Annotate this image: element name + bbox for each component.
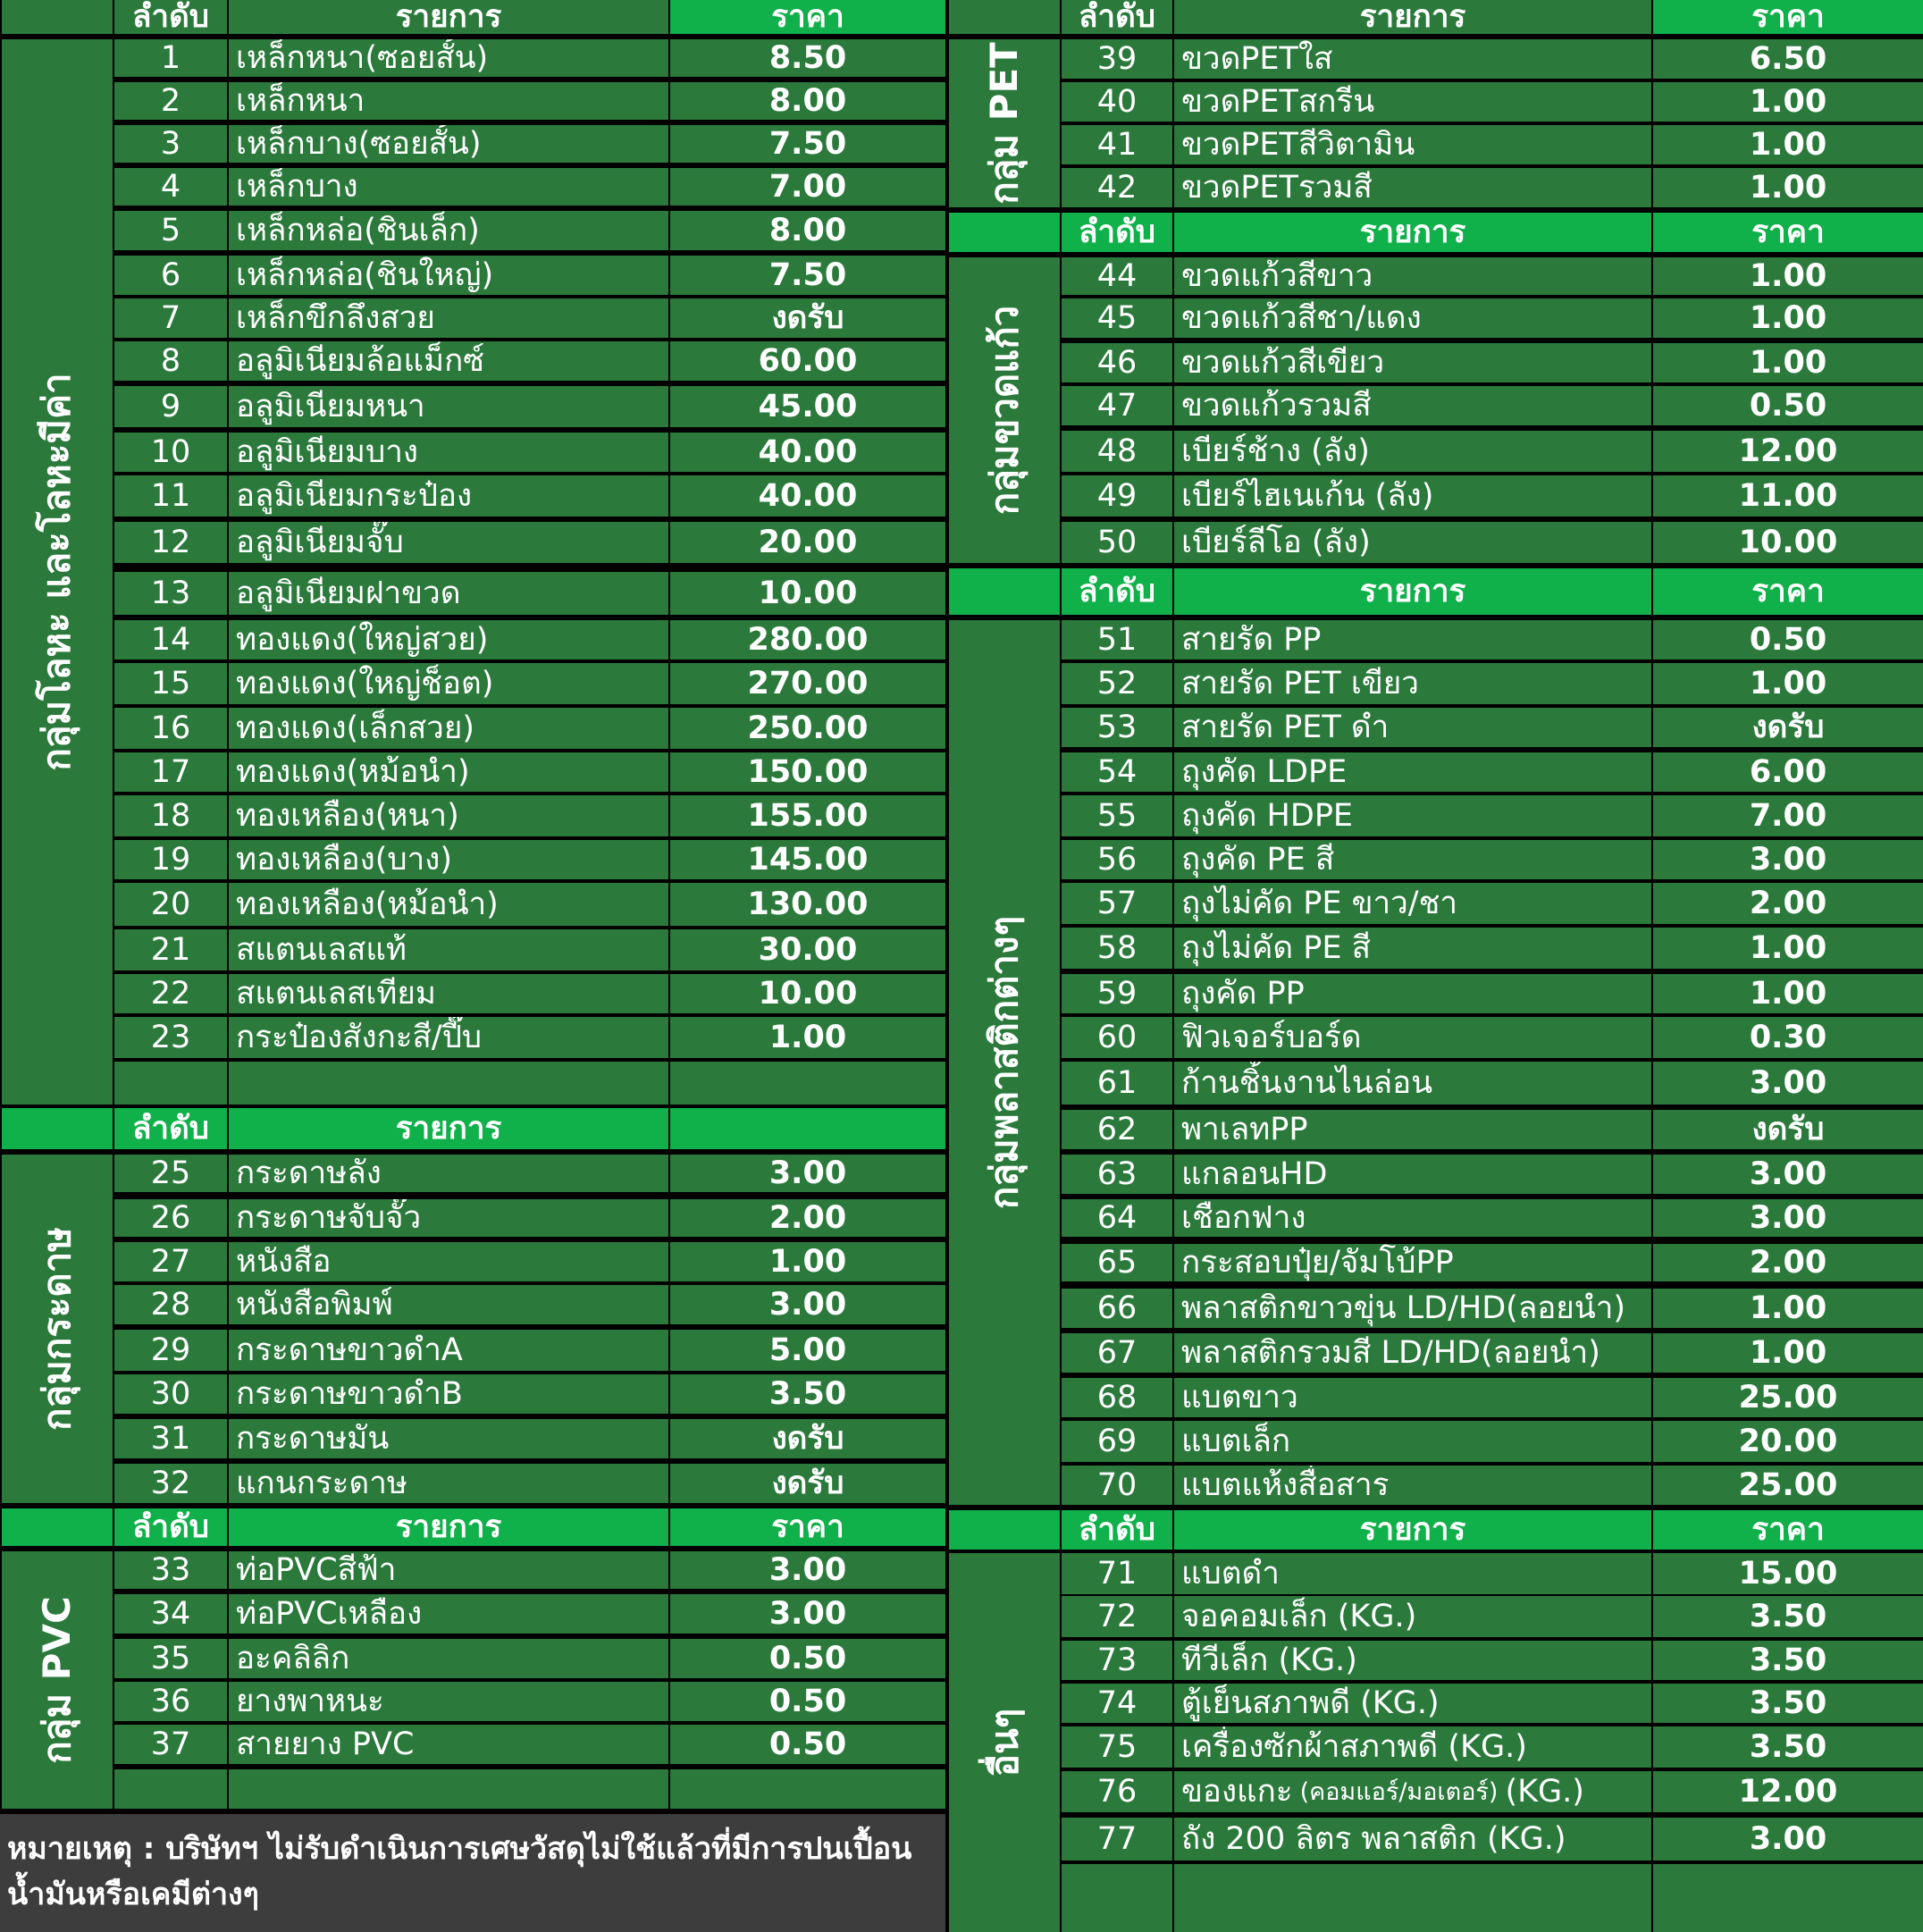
row-price: 11.00 <box>1653 475 1923 517</box>
row-item: กระดาษขาวดำA <box>229 1330 668 1371</box>
header-item: รายการ <box>1174 568 1651 615</box>
row-item: เหล็กหนา <box>229 82 668 120</box>
row-number: 37 <box>114 1725 227 1764</box>
row-number: 62 <box>1062 1110 1172 1149</box>
row-item: สายรัด PET เขียว <box>1174 663 1651 704</box>
row-item: อลูมิเนียมกระป๋อง <box>229 475 668 517</box>
row-item: เครื่องซักผ้าสภาพดี (KG.) <box>1174 1726 1651 1768</box>
row-price: 3.00 <box>1653 1199 1923 1237</box>
row-item: เหล็กขึกลึงสวย <box>229 298 668 338</box>
row-price: 3.00 <box>670 1155 945 1192</box>
row-number: 2 <box>114 82 227 120</box>
row-price: 3.00 <box>1653 1062 1923 1105</box>
row-item: พาเลทPP <box>1174 1110 1651 1149</box>
row-item: กระดาษลัง <box>229 1155 668 1192</box>
row-number: 26 <box>114 1199 227 1237</box>
row-number: 15 <box>114 663 227 704</box>
group-paper-label: กลุ่มกระดาษ <box>35 1227 80 1431</box>
row-number: 63 <box>1062 1155 1172 1194</box>
row-price: 10.00 <box>1653 522 1923 563</box>
row-item: ถุงไม่คัด PE สี <box>1174 928 1651 969</box>
row-price: 6.00 <box>1653 752 1923 792</box>
row-item: กระดาษจับจั๊ว <box>229 1199 668 1237</box>
row-price: งดรับ <box>1653 1110 1923 1149</box>
row-price: 1.00 <box>1653 82 1923 122</box>
row-number: 60 <box>1062 1017 1172 1058</box>
row-number: 16 <box>114 708 227 749</box>
row-item: หนังสือพิมพ์ <box>229 1285 668 1324</box>
row-number: 6 <box>114 256 227 295</box>
row-item: ทองเหลือง(หม้อนำ) <box>229 883 668 926</box>
row-price: 2.00 <box>1653 883 1923 924</box>
row-price: งดรับ <box>670 1464 945 1503</box>
header-item: รายการ <box>229 0 668 34</box>
row-number: 10 <box>114 433 227 472</box>
row-price: 145.00 <box>670 840 945 879</box>
row-price: 10.00 <box>670 974 945 1013</box>
row-item: สายรัด PET ดำ <box>1174 708 1651 747</box>
row-number: 71 <box>1062 1553 1172 1594</box>
row-item: ถุงคัด LDPE <box>1174 752 1651 792</box>
row-number: 69 <box>1062 1421 1172 1462</box>
row-item: ขวดแก้วรวมสี <box>1174 386 1651 425</box>
row-item: ตู้เย็นสภาพดี (KG.) <box>1174 1684 1651 1723</box>
row-number: 5 <box>114 211 227 250</box>
row-price: 250.00 <box>670 708 945 749</box>
row-item: ท่อPVCสีฟ้า <box>229 1551 668 1589</box>
row-price: 280.00 <box>670 620 945 659</box>
row-number: 66 <box>1062 1289 1172 1328</box>
row-number: 1 <box>114 39 227 77</box>
header-item: รายการ <box>229 1108 668 1149</box>
row-number: 29 <box>114 1330 227 1371</box>
row-number: 41 <box>1062 125 1172 164</box>
header-order: ลำดับ <box>1062 1510 1172 1550</box>
group-metal-label: กลุ่มโลหะ และโลหะมีค่า <box>35 373 80 771</box>
row-item: ทองแดง(เล็กสวย) <box>229 708 668 749</box>
row-number: 49 <box>1062 475 1172 517</box>
row-price: 1.00 <box>1653 168 1923 207</box>
row-item: กระดาษขาวดำB <box>229 1374 668 1414</box>
row-number: 30 <box>114 1374 227 1414</box>
header-item: รายการ <box>1174 213 1651 252</box>
footer-note: หมายเหตุ : บริษัทฯ ไม่รับดำเนินการเศษวัสดุไม่ใช้แล้วที่มีการปนเปื้อนน้ำมันหรือเคมีต่างๆ <box>0 1814 945 1932</box>
row-number: 44 <box>1062 257 1172 295</box>
row-number: 67 <box>1062 1333 1172 1373</box>
header-price: ราคา <box>1653 0 1923 34</box>
header-order: ลำดับ <box>114 1508 227 1546</box>
row-item: สายยาง PVC <box>229 1725 668 1764</box>
row-price: 2.00 <box>1653 1244 1923 1281</box>
row-price: 45.00 <box>670 386 945 427</box>
row-item: อลูมิเนียมฝาขวด <box>229 572 668 615</box>
header-price: ราคา <box>1653 1510 1923 1550</box>
row-item <box>229 1062 668 1105</box>
header-blank-cell <box>949 0 1060 34</box>
row-item: อลูมิเนียมบาง <box>229 433 668 472</box>
row-item: ถัง 200 ลิตร พลาสติก (KG.) <box>1174 1818 1651 1861</box>
row-price: 8.50 <box>670 39 945 77</box>
header-price <box>670 1108 945 1149</box>
row-item: ขวดPETใส <box>1174 39 1651 79</box>
row-price <box>1653 1864 1923 1932</box>
row-item: ยางพาหนะ <box>229 1682 668 1721</box>
row-price: 270.00 <box>670 663 945 704</box>
row-item: เหล็กหนา(ซอยสั้น) <box>229 39 668 77</box>
row-number: 73 <box>1062 1641 1172 1680</box>
row-number: 51 <box>1062 620 1172 659</box>
row-price: 1.00 <box>1653 343 1923 382</box>
row-price: 3.50 <box>1653 1684 1923 1723</box>
row-number: 32 <box>114 1464 227 1503</box>
row-item: เหล็กหล่อ(ชินเล็ก) <box>229 211 668 250</box>
row-number: 48 <box>1062 431 1172 472</box>
header-item: รายการ <box>1174 0 1651 34</box>
row-price: 0.50 <box>670 1682 945 1721</box>
row-price: 20.00 <box>670 522 945 563</box>
row-price <box>670 1062 945 1105</box>
row-price: 150.00 <box>670 752 945 792</box>
row-item: ทองแดง(ใหญ่สวย) <box>229 620 668 659</box>
row-price: 1.00 <box>1653 125 1923 164</box>
group-metal <box>2 39 113 1105</box>
row-number: 31 <box>114 1419 227 1458</box>
row-item: แบตขาว <box>1174 1378 1651 1417</box>
row-number: 25 <box>114 1155 227 1192</box>
row-item: ก้านชิ้นงานไนล่อน <box>1174 1062 1651 1105</box>
row-item: แกนกระดาษ <box>229 1464 668 1503</box>
header-item: รายการ <box>1174 1510 1651 1550</box>
row-number: 58 <box>1062 928 1172 969</box>
row-price: 0.50 <box>670 1639 945 1678</box>
row-item: ขวดPETสีวิตามิน <box>1174 125 1651 164</box>
row-price: 155.00 <box>670 795 945 836</box>
row-item: ขวดแก้วสีชา/แดง <box>1174 298 1651 338</box>
row-price: 5.00 <box>670 1330 945 1371</box>
row-number: 68 <box>1062 1378 1172 1417</box>
row-number: 72 <box>1062 1596 1172 1637</box>
group-glass <box>949 257 1060 563</box>
row-price: 8.00 <box>670 82 945 120</box>
row-price: 3.00 <box>670 1594 945 1634</box>
row-number: 57 <box>1062 883 1172 924</box>
row-item: หนังสือ <box>229 1242 668 1281</box>
row-number: 64 <box>1062 1199 1172 1237</box>
row-price: 3.00 <box>1653 1155 1923 1194</box>
row-item: อะคลิลิก <box>229 1639 668 1678</box>
row-price: 15.00 <box>1653 1553 1923 1594</box>
row-number: 70 <box>1062 1466 1172 1505</box>
row-item: พลาสติกขาวขุ่น LD/HD(ลอยนำ) <box>1174 1289 1651 1328</box>
row-item: เบียร์ไฮเนเก้น (ลัง) <box>1174 475 1651 517</box>
row-number: 53 <box>1062 708 1172 747</box>
row-number: 74 <box>1062 1684 1172 1723</box>
row-price: 40.00 <box>670 475 945 517</box>
row-item: เหล็กบาง <box>229 168 668 206</box>
row-number: 39 <box>1062 39 1172 79</box>
header-blank-cell <box>949 1510 1060 1550</box>
row-number: 7 <box>114 298 227 338</box>
header-order: ลำดับ <box>114 0 227 34</box>
row-price: 1.00 <box>670 1242 945 1281</box>
row-item: ทีวีเล็ก (KG.) <box>1174 1641 1651 1680</box>
row-price: 25.00 <box>1653 1466 1923 1505</box>
row-price: 30.00 <box>670 929 945 970</box>
header-order: ลำดับ <box>1062 0 1172 34</box>
header-blank-cell <box>949 213 1060 252</box>
row-number <box>114 1062 227 1105</box>
row-price: 1.00 <box>1653 257 1923 295</box>
row-number: 33 <box>114 1551 227 1589</box>
row-price: 10.00 <box>670 572 945 615</box>
row-item: ขวดแก้วสีเขียว <box>1174 343 1651 382</box>
row-number: 12 <box>114 522 227 563</box>
row-number: 45 <box>1062 298 1172 338</box>
row-price: 60.00 <box>670 341 945 381</box>
row-number: 76 <box>1062 1771 1172 1812</box>
row-number <box>114 1769 227 1809</box>
row-number: 9 <box>114 386 227 427</box>
row-item: อลูมิเนียมจั๊บ <box>229 522 668 563</box>
row-item-unit: (KG.) <box>1505 1773 1584 1810</box>
row-price <box>670 1769 945 1809</box>
row-item: ขวดPETสกรีน <box>1174 82 1651 122</box>
row-number: 36 <box>114 1682 227 1721</box>
row-item: ทองเหลือง(บาง) <box>229 840 668 879</box>
row-item: ขวดแก้วสีขาว <box>1174 257 1651 295</box>
row-number: 20 <box>114 883 227 926</box>
row-price: 0.30 <box>1653 1017 1923 1058</box>
row-number: 59 <box>1062 974 1172 1013</box>
group-other-label: อื่นๆ <box>982 1708 1026 1777</box>
row-item: แบตแห้งสื่อสาร <box>1174 1466 1651 1505</box>
group-pvc-label: กลุ่ม PVC <box>35 1596 79 1764</box>
header-blank-cell <box>2 1508 113 1546</box>
row-price: 20.00 <box>1653 1421 1923 1462</box>
row-item: เบียร์ช้าง (ลัง) <box>1174 431 1651 472</box>
row-item <box>1174 1771 1651 1812</box>
row-number: 22 <box>114 974 227 1013</box>
header-price: ราคา <box>670 0 945 34</box>
row-price: 3.50 <box>1653 1726 1923 1768</box>
row-item: เบียร์ลีโอ (ลัง) <box>1174 522 1651 563</box>
row-item: แบตเล็ก <box>1174 1421 1651 1462</box>
row-price: งดรับ <box>670 1419 945 1458</box>
row-item: ท่อPVCเหลือง <box>229 1594 668 1634</box>
row-number: 28 <box>114 1285 227 1324</box>
row-item: อลูมิเนียมหนา <box>229 386 668 427</box>
row-number: 75 <box>1062 1726 1172 1768</box>
header-item: รายการ <box>229 1508 668 1546</box>
row-price: 3.50 <box>1653 1641 1923 1680</box>
row-number: 11 <box>114 475 227 517</box>
row-number: 77 <box>1062 1818 1172 1861</box>
row-number: 56 <box>1062 840 1172 879</box>
row-item <box>1174 1864 1651 1932</box>
row-item: อลูมิเนียมล้อแม็กซ์ <box>229 341 668 381</box>
row-price: 1.00 <box>670 1017 945 1058</box>
row-item-main: ของแกะ <box>1181 1773 1293 1810</box>
row-number: 8 <box>114 341 227 381</box>
row-price: 3.00 <box>1653 840 1923 879</box>
row-price: 1.00 <box>1653 1289 1923 1328</box>
row-item: แกลอนHD <box>1174 1155 1651 1194</box>
row-number: 27 <box>114 1242 227 1281</box>
row-item: ขวดPETรวมสี <box>1174 168 1651 207</box>
row-price: 7.00 <box>670 168 945 206</box>
row-price: 2.00 <box>670 1199 945 1237</box>
row-price: 0.50 <box>1653 620 1923 659</box>
row-item: จอคอมเล็ก (KG.) <box>1174 1596 1651 1637</box>
row-number: 54 <box>1062 752 1172 792</box>
row-number: 40 <box>1062 82 1172 122</box>
row-price: 3.00 <box>670 1551 945 1589</box>
header-order: ลำดับ <box>1062 568 1172 615</box>
row-price: 1.00 <box>1653 298 1923 338</box>
row-number: 34 <box>114 1594 227 1634</box>
row-number: 47 <box>1062 386 1172 425</box>
row-item: สายรัด PP <box>1174 620 1651 659</box>
row-price: 3.00 <box>670 1285 945 1324</box>
row-price: 12.00 <box>1653 431 1923 472</box>
row-item: สแตนเลสเทียม <box>229 974 668 1013</box>
header-price: ราคา <box>1653 568 1923 615</box>
row-price: 0.50 <box>1653 386 1923 425</box>
row-item: เชือกฟาง <box>1174 1199 1651 1237</box>
row-number: 14 <box>114 620 227 659</box>
row-price: 7.50 <box>670 125 945 163</box>
row-price: 3.50 <box>670 1374 945 1414</box>
row-price: 1.00 <box>1653 974 1923 1013</box>
row-number: 23 <box>114 1017 227 1058</box>
row-item: สแตนเลสแท้ <box>229 929 668 970</box>
row-item: กระดาษมัน <box>229 1419 668 1458</box>
group-plastic <box>949 620 1060 1505</box>
row-item: เหล็กหล่อ(ชินใหญ่) <box>229 256 668 295</box>
row-number: 55 <box>1062 795 1172 836</box>
row-number: 65 <box>1062 1244 1172 1281</box>
row-number: 42 <box>1062 168 1172 207</box>
row-price: 40.00 <box>670 433 945 472</box>
row-item: ถุงคัด HDPE <box>1174 795 1651 836</box>
group-glass-label: กลุ่มขวดแก้ว <box>982 305 1027 516</box>
row-price: 6.50 <box>1653 39 1923 79</box>
group-other <box>949 1553 1060 1932</box>
row-number: 46 <box>1062 343 1172 382</box>
row-item: แบตดำ <box>1174 1553 1651 1594</box>
row-item: กระป๋องสังกะสี/ปี๊บ <box>229 1017 668 1058</box>
row-price: 0.50 <box>670 1725 945 1764</box>
row-price: 7.00 <box>1653 795 1923 836</box>
header-price: ราคา <box>670 1508 945 1546</box>
row-number: 4 <box>114 168 227 206</box>
row-number <box>1062 1864 1172 1932</box>
row-item: ทองแดง(หม้อนำ) <box>229 752 668 792</box>
group-paper <box>2 1155 113 1503</box>
row-number: 61 <box>1062 1062 1172 1105</box>
row-number: 35 <box>114 1639 227 1678</box>
row-item: ทองแดง(ใหญ่ช็อต) <box>229 663 668 704</box>
row-item: ถุงไม่คัด PE ขาว/ชา <box>1174 883 1651 924</box>
row-number: 52 <box>1062 663 1172 704</box>
row-price: 1.00 <box>1653 663 1923 704</box>
row-number: 3 <box>114 125 227 163</box>
row-price: 7.50 <box>670 256 945 295</box>
row-price: 130.00 <box>670 883 945 926</box>
group-pet <box>949 39 1060 207</box>
row-price: 8.00 <box>670 211 945 250</box>
row-number: 13 <box>114 572 227 615</box>
header-price: ราคา <box>1653 213 1923 252</box>
row-number: 21 <box>114 929 227 970</box>
row-number: 17 <box>114 752 227 792</box>
row-item: ฟิวเจอร์บอร์ด <box>1174 1017 1651 1058</box>
row-price: 3.50 <box>1653 1596 1923 1637</box>
row-item: ทองเหลือง(หนา) <box>229 795 668 836</box>
header-order: ลำดับ <box>1062 213 1172 252</box>
header-blank-cell <box>949 568 1060 615</box>
row-item: กระสอบปุ๋ย/จัมโบ้PP <box>1174 1244 1651 1281</box>
row-price: งดรับ <box>1653 708 1923 747</box>
row-number: 18 <box>114 795 227 836</box>
row-price: 1.00 <box>1653 928 1923 969</box>
row-item: ถุงคัด PE สี <box>1174 840 1651 879</box>
header-blank-cell <box>2 0 113 34</box>
group-pet-label: กลุ่ม PET <box>982 42 1027 205</box>
row-item <box>229 1769 668 1809</box>
row-number: 19 <box>114 840 227 879</box>
row-item: ถุงคัด PP <box>1174 974 1651 1013</box>
row-number: 50 <box>1062 522 1172 563</box>
group-pvc <box>2 1551 113 1809</box>
header-order: ลำดับ <box>114 1108 227 1149</box>
row-price: 1.00 <box>1653 1333 1923 1373</box>
header-blank-cell <box>2 1108 113 1149</box>
row-item: พลาสติกรวมสี LD/HD(ลอยนำ) <box>1174 1333 1651 1373</box>
row-price: 12.00 <box>1653 1771 1923 1812</box>
group-plastic-label: กลุ่มพลาสติกต่างๆ <box>982 915 1026 1210</box>
row-item-detail: (คอมแอร์/มอเตอร์) <box>1299 1777 1499 1806</box>
row-price: 25.00 <box>1653 1378 1923 1417</box>
row-price: 3.00 <box>1653 1818 1923 1861</box>
row-item: เหล็กบาง(ซอยสั้น) <box>229 125 668 163</box>
row-price: งดรับ <box>670 298 945 338</box>
